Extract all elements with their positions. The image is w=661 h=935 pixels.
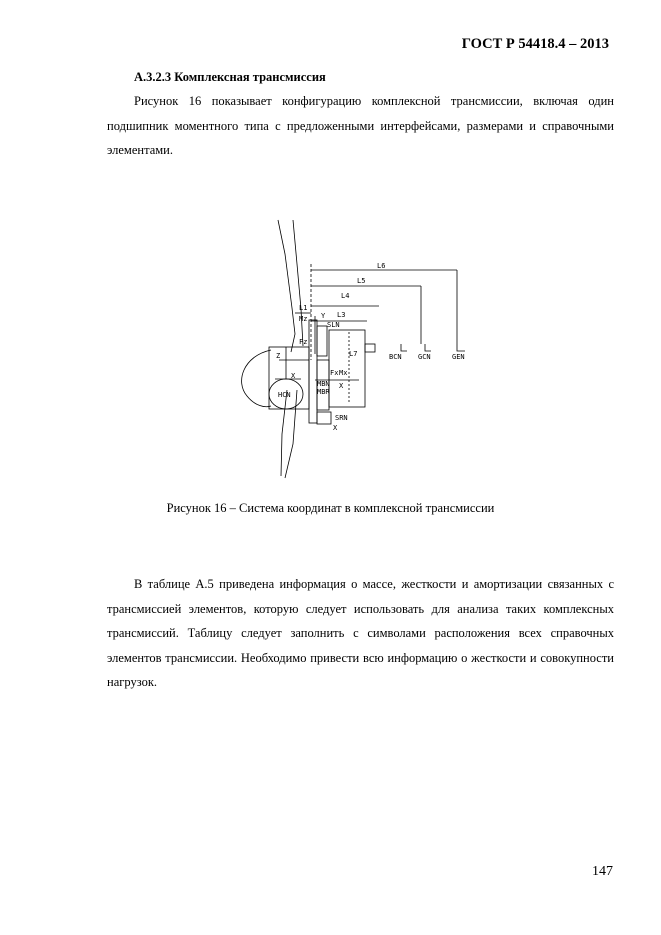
- support-upper: [317, 326, 327, 356]
- label-hub-x: X: [291, 372, 296, 380]
- label-L3: L3: [337, 311, 346, 319]
- paragraph-figure-intro: [107, 89, 614, 163]
- label-bcn: BCN: [389, 353, 402, 361]
- section-title: А.3.2.3 Комплексная трансмиссия: [134, 70, 326, 84]
- drivetrain-diagram: [235, 214, 485, 489]
- label-srn-x: X: [333, 424, 338, 432]
- label-L7: L7: [349, 350, 358, 358]
- output-shaft: [365, 344, 375, 352]
- label-L5: L5: [357, 277, 366, 285]
- label-hub-z: Z: [276, 352, 281, 360]
- label-mbn: MBN: [317, 380, 330, 388]
- standard-header: ГОСТ Р 54418.4 – 2013: [461, 36, 609, 52]
- label-L1: L1: [299, 304, 308, 312]
- label-L6: L6: [377, 262, 386, 270]
- label-sln: SLN: [327, 321, 340, 329]
- label-L4: L4: [341, 292, 350, 300]
- frame-gen: [457, 344, 465, 351]
- spinner-nose: [242, 350, 271, 407]
- blade-lower-right-edge: [285, 390, 297, 478]
- label-hcn: HCN: [278, 391, 291, 399]
- blade-lower-left-edge: [281, 390, 287, 476]
- label-fz: Fz: [299, 338, 308, 346]
- label-fx: Fx: [330, 369, 339, 377]
- label-y: Y: [321, 312, 326, 320]
- label-mx: Mx: [339, 369, 348, 377]
- label-x: X: [339, 382, 344, 390]
- support-lower: [317, 412, 331, 424]
- label-gen: GEN: [452, 353, 465, 361]
- paragraph-table-info: [107, 572, 614, 695]
- frame-gcn: [425, 344, 431, 351]
- drivetrain-figure: [235, 214, 485, 489]
- label-gcn: GCN: [418, 353, 431, 361]
- figure-caption: Рисунок 16 – Система координат в комплексной трансмиссии: [166, 501, 495, 515]
- page-number: 147: [592, 864, 613, 879]
- paragraph-text: В таблице А.5 приведена информация о массе, жесткости и амортизации связанных с трансмиссией элементов, которую следует использовать для анализа таких комплексных трансмиссий. Таблицу следует заполнить с символами расположения всех справочных элементов трансмиссии. Необходимо привести всю информацию о жесткости и совокупности нагрузок.: [107, 577, 614, 689]
- frame-bcn: [401, 344, 407, 351]
- label-srn: SRN: [335, 414, 348, 422]
- blade-upper-left-edge: [278, 220, 295, 352]
- label-mz: Mz: [299, 315, 308, 323]
- main-shaft: [309, 320, 317, 423]
- paragraph-text: Рисунок 16 показывает конфигурацию комплексной трансмиссии, включая один подшипник моментного типа с предложенными интерфейсами, размерами и справочными элементами.: [107, 94, 614, 157]
- hub-block: [269, 347, 309, 409]
- label-mbr: MBR: [317, 388, 330, 396]
